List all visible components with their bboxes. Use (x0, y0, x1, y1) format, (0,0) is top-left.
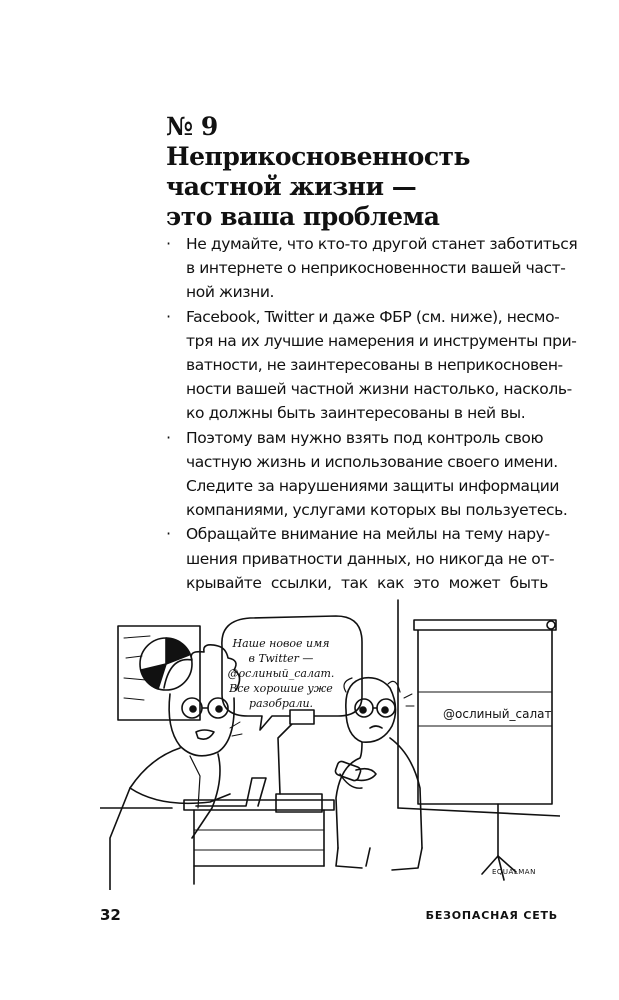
word: это (413, 573, 440, 592)
bullet-list (166, 232, 578, 595)
heading-line-number: № 9 (166, 112, 218, 141)
heading-line: частной жизни — (166, 172, 417, 201)
bullet-line-justified (186, 571, 548, 595)
projector-screen-text: @ослиный_салат (443, 707, 552, 721)
bullet-line: · Обращайте внимание на мейлы на тему нару- (186, 525, 550, 544)
bubble-line: Наше новое имя (232, 637, 330, 650)
bullet-item (166, 305, 577, 426)
speech-bubble-text (225, 636, 337, 711)
bullet-line: тря на их лучшие намерения и инструменты при- (186, 331, 577, 350)
bullet-line: частную жизнь и использование своего имени. (186, 452, 558, 471)
bullet-line: шения приватности данных, но никогда не от- (186, 549, 555, 568)
bullet-item (166, 522, 555, 595)
word: ссылки, (270, 573, 332, 592)
word: может (448, 573, 501, 592)
bubble-line: @ослиный_салат. (227, 667, 335, 680)
bullet-item (166, 232, 578, 305)
bullet-line: Следите за нарушениями защиты информации (186, 477, 560, 496)
bubble-line: Все хорошие уже (229, 682, 333, 695)
bullet-line: · Не думайте, что кто-то другой станет заботиться (186, 235, 578, 253)
word: крывайте (186, 573, 262, 592)
artist-signature: EQUALMAN (492, 868, 536, 876)
bullet-line: компаниями, услугами которых вы пользуетесь. (186, 501, 568, 520)
word: быть (509, 573, 548, 592)
bullet-item (166, 426, 568, 523)
running-title: БЕЗОПАСНАЯ СЕТЬ (425, 909, 558, 922)
word: как (377, 573, 405, 592)
bullet-line: ной жизни. (186, 283, 275, 302)
word: так (340, 573, 368, 592)
page-number: 32 (100, 906, 121, 924)
heading-line: это ваша проблема (166, 202, 440, 231)
chapter-heading (166, 112, 586, 232)
bullet-line: ватности, не заинтересованы в неприкосновен- (186, 356, 563, 375)
bullet-line: · Поэтому вам нужно взять под контроль свою (186, 428, 544, 447)
bullet-line: · Facebook, Twitter и даже ФБР (см. ниже), несмо- (186, 307, 560, 326)
bullet-line: ности вашей частной жизни настолько, насколь- (186, 380, 572, 399)
bubble-line: разобрали. (248, 697, 314, 710)
bubble-line: в Twitter — (248, 652, 314, 665)
bullet-line: ко должны быть заинтересованы в ней вы. (186, 404, 526, 423)
heading-line: Неприкосновенность (166, 142, 471, 171)
bullet-line: в интернете о неприкосновенности вашей част- (186, 259, 566, 278)
